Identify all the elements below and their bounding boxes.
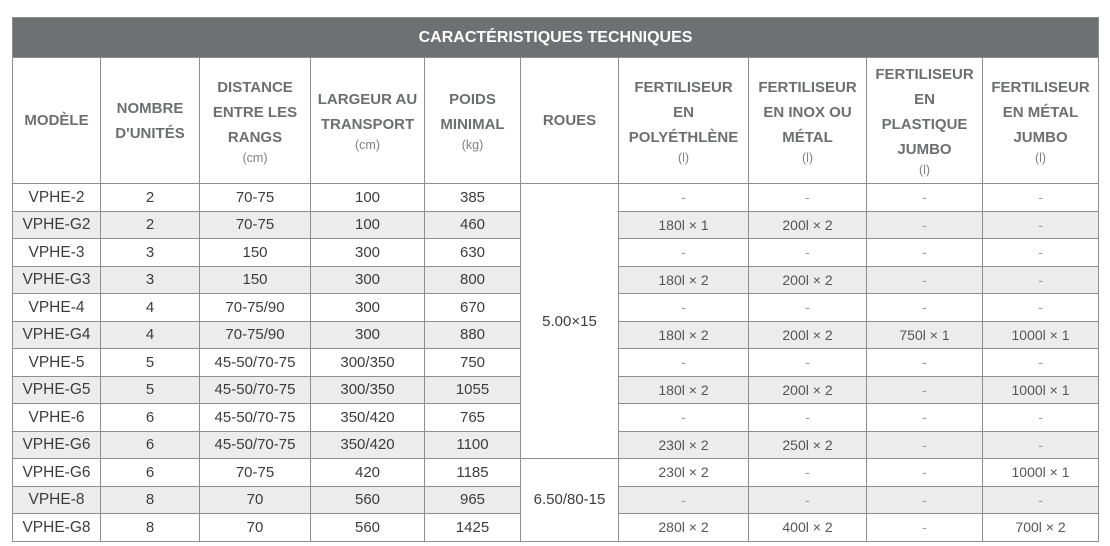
header-label-line: EN MÉTAL [1002,103,1079,121]
cell-fertiliser-inox-metal: 200l × 2 [749,376,867,404]
header-label-line: JUMBO [1013,128,1068,146]
cell-units: 3 [101,239,200,267]
cell-model: VPHE-2 [13,184,101,212]
cell-fertiliser-metal-jumbo: - [983,266,1099,294]
header-unit: (cm) [242,150,268,165]
cell-row-spacing: 150 [200,239,311,267]
cell-model: VPHE-G5 [13,376,101,404]
cell-transport-width: 350/420 [311,404,425,432]
cell-model: VPHE-G6 [13,459,101,487]
cell-model: VPHE-G6 [13,431,101,459]
cell-fertiliser-polyethylene: - [619,239,749,267]
header-model [13,58,101,184]
header-label-line: MÉTAL [782,128,833,146]
cell-row-spacing: 45-50/70-75 [200,349,311,377]
cell-units: 5 [101,349,200,377]
cell-model: VPHE-6 [13,404,101,432]
cell-fertiliser-inox-metal: 200l × 2 [749,321,867,349]
cell-model: VPHE-3 [13,239,101,267]
cell-transport-width: 300/350 [311,349,425,377]
header-label-line: DISTANCE [217,78,293,96]
cell-fertiliser-plastic-jumbo: - [867,349,983,377]
cell-fertiliser-inox-metal: 200l × 2 [749,266,867,294]
header-label-line: RANGS [227,128,283,146]
cell-transport-width: 300 [311,321,425,349]
header-label-line: ENTRE LES [212,103,298,121]
cell-fertiliser-plastic-jumbo: - [867,486,983,514]
header-unit: (cm) [355,138,380,152]
header-fertiliser-plastic-jumbo [867,58,983,184]
cell-fertiliser-metal-jumbo: - [983,486,1099,514]
header-row-spacing [200,58,311,184]
cell-wheels: 6.50/80-15 [521,459,619,542]
column-header-row [13,58,1099,184]
header-label-line: FERTILISEUR [634,78,733,96]
cell-units: 2 [101,211,200,239]
cell-fertiliser-metal-jumbo: 1000l × 1 [983,459,1099,487]
cell-fertiliser-polyethylene: 230l × 2 [619,431,749,459]
header-min-weight [425,58,521,184]
cell-fertiliser-inox-metal: - [749,404,867,432]
cell-row-spacing: 70-75 [200,184,311,212]
cell-fertiliser-polyethylene: 280l × 2 [619,514,749,542]
header-fertiliser-metal-jumbo [983,58,1099,184]
cell-transport-width: 300/350 [311,376,425,404]
cell-transport-width: 420 [311,459,425,487]
cell-min-weight: 460 [425,211,521,239]
cell-min-weight: 765 [425,404,521,432]
cell-fertiliser-metal-jumbo: - [983,349,1099,377]
cell-units: 6 [101,404,200,432]
cell-fertiliser-inox-metal: 200l × 2 [749,211,867,239]
cell-row-spacing: 70-75 [200,211,311,239]
cell-min-weight: 800 [425,266,521,294]
cell-fertiliser-metal-jumbo: - [983,184,1099,212]
header-fertiliser-inox-metal [749,58,867,184]
cell-fertiliser-plastic-jumbo: - [867,294,983,322]
cell-fertiliser-metal-jumbo: 1000l × 1 [983,321,1099,349]
cell-fertiliser-plastic-jumbo: - [867,376,983,404]
cell-fertiliser-plastic-jumbo: - [867,404,983,432]
cell-row-spacing: 150 [200,266,311,294]
header-label-line: FERTILISEUR [758,78,857,96]
cell-min-weight: 750 [425,349,521,377]
header-label-line: LARGEUR AU [317,91,418,108]
cell-fertiliser-polyethylene: 180l × 2 [619,266,749,294]
table-row [13,184,1099,212]
cell-model: VPHE-8 [13,486,101,514]
cell-model: VPHE-5 [13,349,101,377]
cell-transport-width: 100 [311,184,425,212]
cell-model: VPHE-4 [13,294,101,322]
cell-fertiliser-plastic-jumbo: - [867,184,983,212]
table-title: CARACTÉRISTIQUES TECHNIQUES [13,18,1099,58]
header-label-line: POIDS [449,91,496,108]
cell-fertiliser-inox-metal: - [749,486,867,514]
header-label-line: MINIMAL [440,116,505,133]
cell-min-weight: 965 [425,486,521,514]
cell-row-spacing: 45-50/70-75 [200,404,311,432]
cell-fertiliser-inox-metal: 250l × 2 [749,431,867,459]
cell-transport-width: 300 [311,294,425,322]
table-row [13,459,1099,487]
cell-transport-width: 300 [311,266,425,294]
cell-units: 6 [101,459,200,487]
cell-model: VPHE-G3 [13,266,101,294]
cell-units: 4 [101,321,200,349]
cell-fertiliser-inox-metal: - [749,239,867,267]
cell-fertiliser-polyethylene: - [619,349,749,377]
cell-fertiliser-metal-jumbo: - [983,211,1099,239]
cell-fertiliser-inox-metal: - [749,294,867,322]
cell-units: 8 [101,486,200,514]
cell-fertiliser-plastic-jumbo: - [867,514,983,542]
header-label-line: TRANSPORT [320,116,415,133]
header-unit: (l) [801,150,814,165]
header-label-line: D'UNITÉS [115,124,185,142]
header-unit: (kg) [461,138,484,152]
cell-fertiliser-plastic-jumbo: 750l × 1 [867,321,983,349]
header-label-line: EN INOX OU [763,103,852,121]
cell-fertiliser-polyethylene: - [619,294,749,322]
cell-fertiliser-polyethylene: 180l × 1 [619,211,749,239]
cell-row-spacing: 70-75 [200,459,311,487]
cell-model: VPHE-G4 [13,321,101,349]
cell-units: 3 [101,266,200,294]
cell-fertiliser-metal-jumbo: 700l × 2 [983,514,1099,542]
header-transport-width [311,58,425,184]
cell-min-weight: 670 [425,294,521,322]
cell-fertiliser-polyethylene: 180l × 2 [619,376,749,404]
cell-fertiliser-polyethylene: 230l × 2 [619,459,749,487]
cell-units: 6 [101,431,200,459]
cell-transport-width: 350/420 [311,431,425,459]
cell-min-weight: 385 [425,184,521,212]
cell-min-weight: 1425 [425,514,521,542]
cell-transport-width: 300 [311,239,425,267]
cell-fertiliser-inox-metal: - [749,349,867,377]
cell-fertiliser-polyethylene: - [619,184,749,212]
cell-fertiliser-plastic-jumbo: - [867,211,983,239]
header-label-line: EN [914,91,935,108]
cell-fertiliser-plastic-jumbo: - [867,239,983,267]
cell-min-weight: 1185 [425,459,521,487]
cell-fertiliser-metal-jumbo: 1000l × 1 [983,376,1099,404]
cell-fertiliser-metal-jumbo: - [983,431,1099,459]
cell-model: VPHE-G8 [13,514,101,542]
cell-wheels: 5.00×15 [521,184,619,459]
cell-units: 4 [101,294,200,322]
cell-fertiliser-inox-metal: 400l × 2 [749,514,867,542]
header-label-line: NOMBRE [116,99,184,117]
cell-fertiliser-inox-metal: - [749,184,867,212]
cell-row-spacing: 70-75/90 [200,321,311,349]
cell-units: 5 [101,376,200,404]
cell-row-spacing: 70-75/90 [200,294,311,322]
header-fertiliser-polyethylene [619,58,749,184]
cell-fertiliser-plastic-jumbo: - [867,431,983,459]
cell-fertiliser-metal-jumbo: - [983,294,1099,322]
header-label-line: EN [673,103,694,121]
cell-row-spacing: 70 [200,514,311,542]
cell-fertiliser-metal-jumbo: - [983,239,1099,267]
header-label-line: JUMBO [897,141,952,158]
header-label-line: MODÈLE [24,112,89,129]
header-unit: (l) [677,150,690,165]
cell-transport-width: 560 [311,514,425,542]
cell-fertiliser-plastic-jumbo: - [867,459,983,487]
cell-transport-width: 100 [311,211,425,239]
cell-min-weight: 880 [425,321,521,349]
cell-row-spacing: 45-50/70-75 [200,431,311,459]
header-unit: (l) [918,163,931,177]
cell-row-spacing: 70 [200,486,311,514]
title-row [13,18,1099,58]
cell-fertiliser-inox-metal: - [749,459,867,487]
cell-units: 8 [101,514,200,542]
cell-model: VPHE-G2 [13,211,101,239]
header-label-line: FERTILISEUR [875,66,974,83]
cell-units: 2 [101,184,200,212]
cell-min-weight: 1100 [425,431,521,459]
header-wheels [521,58,619,184]
cell-row-spacing: 45-50/70-75 [200,376,311,404]
header-label-line: FERTILISEUR [991,78,1090,96]
header-label-line: POLYÉTHLÈNE [628,128,739,146]
cell-fertiliser-polyethylene: - [619,404,749,432]
header-unit: (l) [1034,150,1047,165]
cell-transport-width: 560 [311,486,425,514]
spec-table [12,17,1099,542]
cell-fertiliser-polyethylene: - [619,486,749,514]
header-label-line: PLASTIQUE [881,116,968,133]
cell-min-weight: 1055 [425,376,521,404]
cell-fertiliser-metal-jumbo: - [983,404,1099,432]
cell-fertiliser-plastic-jumbo: - [867,266,983,294]
header-units [101,58,200,184]
header-label-line: ROUES [542,112,597,129]
cell-min-weight: 630 [425,239,521,267]
cell-fertiliser-polyethylene: 180l × 2 [619,321,749,349]
